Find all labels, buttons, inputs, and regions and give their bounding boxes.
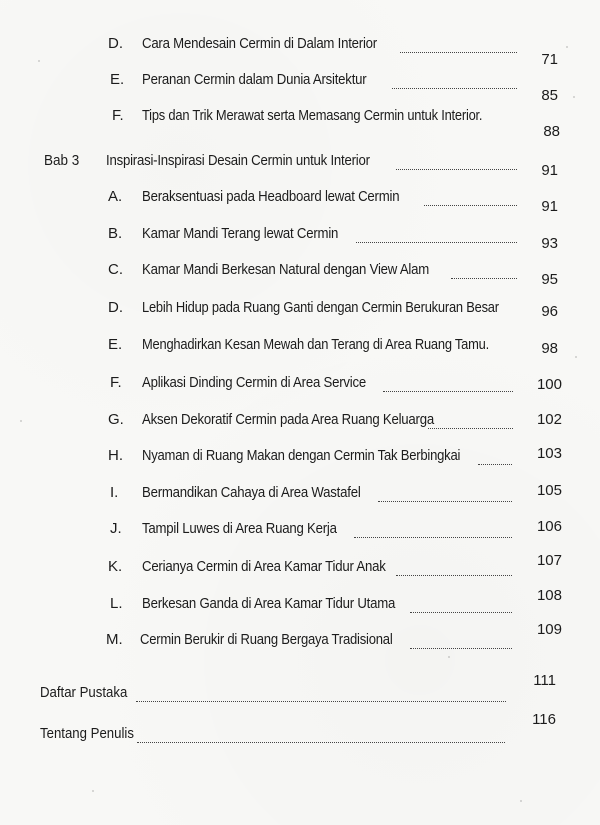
toc-entry [0, 552, 600, 585]
toc-entry-title: Berkesan Ganda di Area Kamar Tidur Utama [142, 595, 396, 612]
dot-leader [424, 185, 517, 206]
scan-speck [448, 656, 450, 658]
toc-entry-page: 109 [536, 621, 562, 638]
scan-speck [38, 60, 40, 62]
toc-entry-letter: B. [108, 225, 123, 242]
toc-entry-letter: L. [110, 595, 123, 612]
toc-entry-letter: E. [110, 71, 125, 88]
toc-entry [0, 335, 600, 363]
dot-leader [396, 149, 517, 170]
dot-leader [383, 371, 513, 392]
toc-entry [0, 621, 600, 658]
scan-speck [92, 790, 94, 792]
toc-entry-letter: I. [110, 484, 119, 501]
toc-entry-letter: A. [108, 188, 123, 205]
toc-entry-title: Bermandikan Cahaya di Area Wastafel [142, 484, 361, 501]
toc-entry [0, 483, 600, 511]
toc-entry-letter: E. [108, 336, 123, 353]
toc-entry-title: Menghadirkan Kesan Mewah dan Terang di Area Ruang Tamu. [142, 336, 489, 353]
toc-entry-title: Nyaman di Ruang Makan dengan Cermin Tak Berbingkai [142, 447, 461, 464]
toc-entry [0, 106, 600, 140]
dot-leader [400, 32, 517, 53]
toc-entry [0, 34, 600, 68]
toc-entry-page: 91 [541, 198, 558, 215]
toc-entry-title: Kamar Mandi Terang lewat Cermin [142, 225, 339, 242]
toc-entry-page: 106 [536, 518, 562, 535]
chapter-label: Bab 3 [44, 152, 80, 169]
toc-entry [0, 298, 600, 326]
toc-entry-page: 105 [536, 482, 562, 499]
toc-entry-title: Tips dan Trik Merawat serta Memasang Cermin untuk Interior. [142, 107, 483, 124]
dot-leader [136, 681, 506, 702]
dot-leader [378, 481, 512, 502]
toc-entry [0, 519, 600, 547]
toc-entry [0, 446, 600, 474]
toc-entry-title: Tampil Luwes di Area Ruang Kerja [142, 520, 337, 537]
chapter-title: Inspirasi-Inspirasi Desain Cermin untuk Interior [106, 152, 370, 169]
toc-entry-page: 102 [536, 411, 562, 428]
toc-entry-page: 93 [541, 235, 558, 252]
scan-speck [575, 356, 577, 358]
toc-entry-page: 95 [541, 271, 558, 288]
scan-speck [520, 800, 522, 802]
scan-speck [566, 46, 568, 48]
dot-leader [428, 408, 513, 429]
toc-entry-title: Beraksentuasi pada Headboard lewat Cermin [142, 188, 400, 205]
toc-entry-title: Aplikasi Dinding Cermin di Area Service [142, 374, 366, 391]
toc-entry-letter: G. [108, 411, 124, 428]
toc-entry-letter: F. [112, 107, 124, 124]
toc-entry [0, 224, 600, 252]
dot-leader [356, 222, 517, 243]
toc-entry-page: 116 [532, 711, 556, 728]
toc-entry-title: Lebih Hidup pada Ruang Ganti dengan Cermin Berukuran Besar [142, 299, 499, 316]
toc-entry-title: Cara Mendesain Cermin di Dalam Interior [142, 35, 377, 52]
scan-speck [20, 420, 22, 422]
toc-entry-page: 85 [541, 87, 558, 104]
toc-entry-letter: K. [108, 558, 123, 575]
toc-entry-page: 108 [536, 587, 562, 604]
toc-entry-page: 100 [536, 376, 562, 393]
back-matter-label: Tentang Penulis [40, 725, 134, 742]
dot-leader [354, 517, 512, 538]
toc-entry-title: Kamar Mandi Berkesan Natural dengan View Alam [142, 261, 430, 278]
chapter-entry [0, 151, 600, 179]
toc-entry-letter: D. [108, 299, 123, 316]
dot-leader [478, 444, 512, 465]
dot-leader [410, 628, 512, 649]
back-matter-entry [0, 711, 600, 752]
toc-entry [0, 260, 600, 288]
toc-entry-letter: J. [110, 520, 122, 537]
toc-entry-letter: F. [110, 374, 122, 391]
back-matter-entry [0, 672, 600, 711]
toc-entry [0, 187, 600, 215]
toc-entry [0, 410, 600, 438]
toc-entry [0, 587, 600, 622]
toc-entry [0, 70, 600, 104]
toc-entry-page: 107 [536, 552, 562, 569]
toc-entry-page: 96 [541, 303, 558, 320]
toc-entry-letter: H. [108, 447, 123, 464]
toc-entry-page: 111 [533, 672, 556, 689]
toc-entry-page: 98 [541, 340, 558, 357]
toc-entry-title: Cerianya Cermin di Area Kamar Tidur Anak [142, 558, 386, 575]
dot-leader [410, 592, 512, 613]
dot-leader [451, 258, 517, 279]
dot-leader [137, 722, 505, 743]
toc-entry-letter: D. [108, 35, 123, 52]
back-matter-label: Daftar Pustaka [40, 684, 128, 701]
toc-entry-title: Peranan Cermin dalam Dunia Arsitektur [142, 71, 367, 88]
scan-speck [573, 96, 575, 98]
toc-entry-page: 103 [536, 445, 562, 462]
toc-entry-page: 91 [541, 162, 558, 179]
toc-entry [0, 373, 600, 401]
dot-leader [392, 68, 517, 89]
toc-entry-page: 88 [543, 123, 560, 140]
toc-entry-letter: M. [106, 631, 123, 648]
toc-entry-title: Aksen Dekoratif Cermin pada Area Ruang Keluarga [142, 411, 434, 428]
dot-leader [396, 555, 512, 576]
toc-entry-title: Cermin Berukir di Ruang Bergaya Tradisional [140, 631, 393, 648]
toc-entry-letter: C. [108, 261, 123, 278]
toc-entry-page: 71 [541, 51, 558, 68]
